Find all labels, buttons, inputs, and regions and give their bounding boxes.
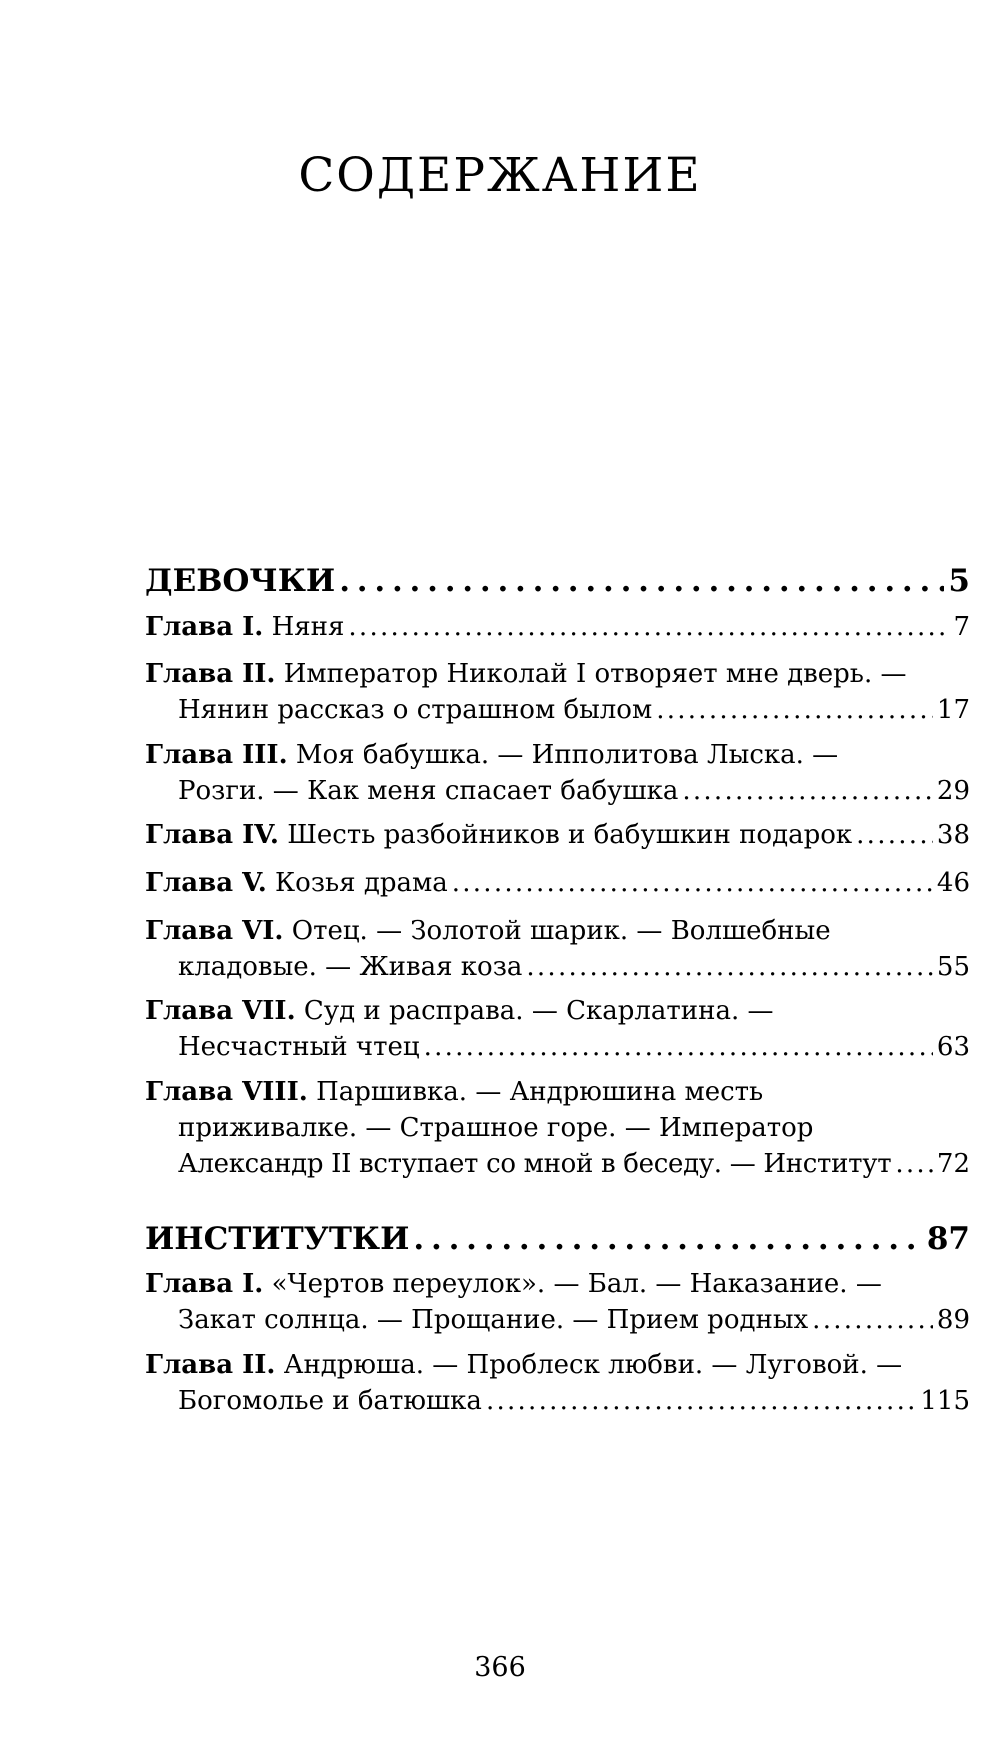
chapter-label: Глава V. (145, 868, 267, 898)
chapter-page-number: 55 (936, 952, 970, 982)
dot-leader (339, 563, 944, 599)
chapter-page-number: 17 (936, 695, 970, 725)
toc-entry-ch5[interactable] (145, 868, 970, 898)
chapter-label: Глава I. (145, 1269, 264, 1299)
toc-entry-ch1[interactable] (145, 612, 970, 642)
chapter-label: Глава VII. (145, 996, 296, 1026)
toc-entry-ch4[interactable] (145, 820, 970, 850)
toc-entry-ch7[interactable] (145, 996, 970, 1062)
page-title: СОДЕРЖАНИЕ (298, 148, 702, 203)
toc-entry-ch3[interactable] (145, 740, 970, 806)
chapter-label: Глава VIII. (145, 1077, 308, 1107)
chapter-label: Глава II. (145, 659, 276, 689)
chapter-title-line: Шесть разбойников и бабушкин подарок (287, 820, 853, 850)
dot-leader (486, 1386, 916, 1416)
dot-leader (526, 952, 933, 982)
chapter-title-line: Няня (271, 612, 345, 642)
dot-leader (348, 612, 949, 642)
chapter-title-line: Козья драма (275, 868, 448, 898)
chapter-title-line: Император Николай I отворяет мне дверь. — (283, 659, 907, 689)
chapter-label: Глава VI. (145, 916, 284, 946)
dot-leader (452, 868, 933, 898)
chapter-title-line: Розги. — Как меня спасает бабушка (178, 776, 679, 806)
toc-entry-part2-ch2[interactable] (145, 1350, 970, 1416)
chapter-title-line: Александр II вступает со мной в беседу. — Институт (178, 1149, 892, 1179)
chapter-title-line: Отец. — Золотой шарик. — Волшебные (291, 916, 831, 946)
toc-part-institutki[interactable] (145, 1221, 970, 1257)
page-number-footer: 366 (474, 1652, 526, 1683)
dot-leader (856, 820, 933, 850)
dot-leader (895, 1149, 933, 1179)
chapter-title-line: Богомолье и батюшка (178, 1386, 482, 1416)
part-page-number: 5 (948, 563, 970, 599)
dot-leader (656, 695, 933, 725)
chapter-title-line: Моя бабушка. — Ипполитова Лыска. — (295, 740, 839, 770)
chapter-page-number: 63 (936, 1032, 970, 1062)
chapter-page-number: 38 (936, 820, 970, 850)
dot-leader (413, 1221, 922, 1257)
dot-leader (682, 776, 933, 806)
chapter-label: Глава III. (145, 740, 288, 770)
chapter-title-line: приживалке. — Страшное горе. — Император (178, 1113, 814, 1143)
chapter-label: Глава II. (145, 1350, 276, 1380)
chapter-title-line: Нянин рассказ о страшном былом (178, 695, 653, 725)
chapter-page-number: 72 (936, 1149, 970, 1179)
chapter-title-line: Закат солнца. — Прощание. — Прием родных (178, 1305, 809, 1335)
chapter-page-number: 29 (936, 776, 970, 806)
chapter-page-number: 46 (936, 868, 970, 898)
toc-part-devochki[interactable] (145, 563, 970, 599)
chapter-label: Глава IV. (145, 820, 279, 850)
chapter-title-line: Андрюша. — Проблеск любви. — Луговой. — (283, 1350, 903, 1380)
chapter-page-number: 115 (920, 1386, 970, 1416)
part-page-number: 87 (926, 1221, 970, 1257)
chapter-title-line: Паршивка. — Андрюшина месть (316, 1077, 764, 1107)
part-title: ДЕВОЧКИ (145, 563, 336, 599)
dot-leader (424, 1032, 933, 1062)
chapter-title-line: «Чертов переулок». — Бал. — Наказание. — (271, 1269, 882, 1299)
chapter-page-number: 89 (936, 1305, 970, 1335)
chapter-title-line: Суд и расправа. — Скарлатина. — (303, 996, 774, 1026)
dot-leader (812, 1305, 933, 1335)
toc-entry-ch6[interactable] (145, 916, 970, 982)
part-title: ИНСТИТУТКИ (145, 1221, 410, 1257)
chapter-title-line: кладовые. — Живая коза (178, 952, 523, 982)
chapter-title-line: Несчастный чтец (178, 1032, 420, 1062)
toc-entry-part2-ch1[interactable] (145, 1269, 970, 1335)
chapter-page-number: 7 (953, 612, 970, 642)
toc-entry-ch8[interactable] (145, 1077, 970, 1179)
toc-entry-ch2[interactable] (145, 659, 970, 725)
chapter-label: Глава I. (145, 612, 264, 642)
